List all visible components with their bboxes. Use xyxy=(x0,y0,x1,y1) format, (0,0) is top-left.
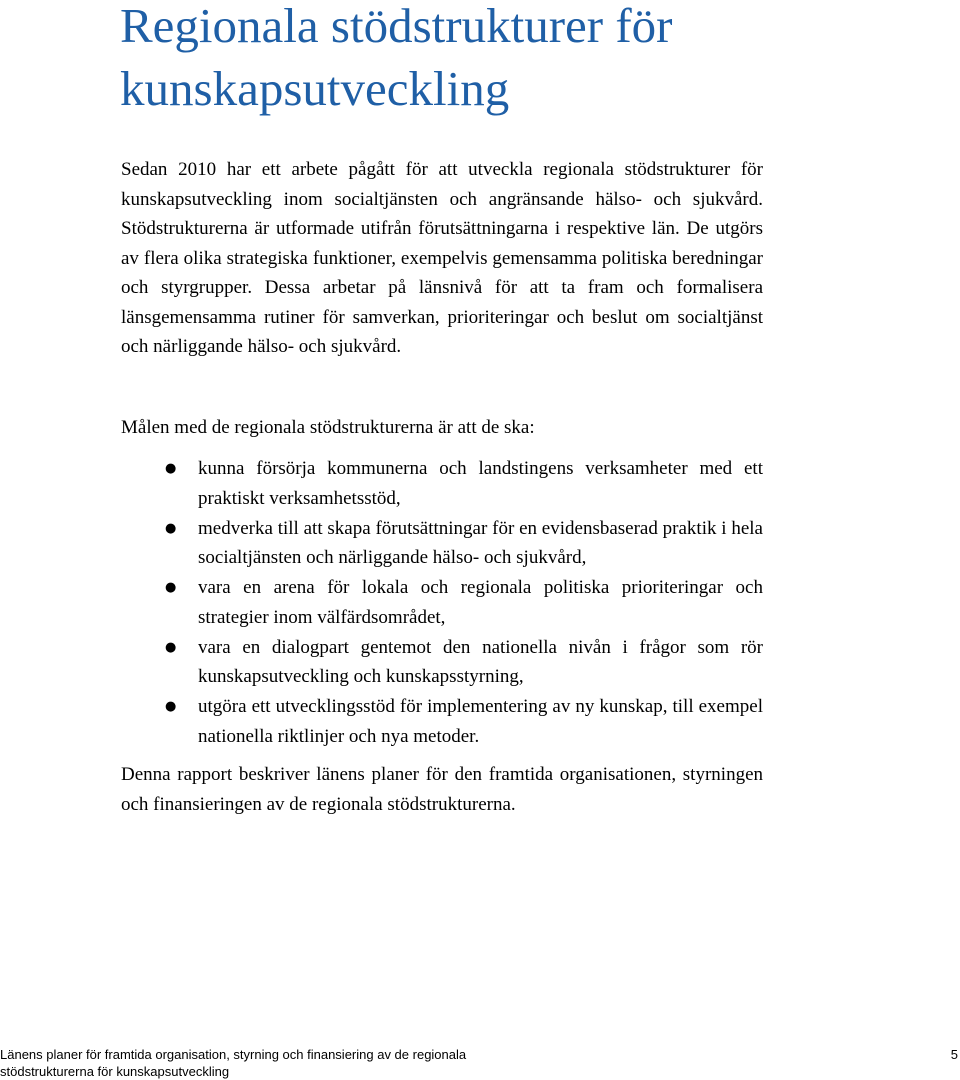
bullet-icon: ● xyxy=(165,699,177,714)
page-title: Regionala stödstrukturer för kunskapsutveckling xyxy=(120,0,673,116)
goal-list-item xyxy=(121,514,763,573)
goal-text: vara en dialogpart gentemot den nationella nivån i frågor som rör kunskapsutveckling och kunskapsstyrning, xyxy=(198,636,763,687)
goal-list-item xyxy=(121,633,763,692)
goal-list-item xyxy=(121,692,763,751)
bullet-icon: ● xyxy=(165,580,177,595)
goal-text: medverka till att skapa förutsättningar för en evidensbaserad praktik i hela socialtjänsten och närliggande hälso- och sjukvård, xyxy=(198,517,763,568)
closing-paragraph: Denna rapport beskriver länens planer för den framtida organisationen, styrningen och finansieringen av de regionala stödstrukturerna. xyxy=(121,764,763,815)
page-number: 5 xyxy=(950,1047,958,1062)
goal-text: vara en arena för lokala och regionala politiska prioriteringar och strategier inom välfärdsområdet, xyxy=(198,577,763,628)
goal-text: utgöra ett utvecklingsstöd för implementering av ny kunskap, till exempel nationella riktlinjer och nya metoder. xyxy=(198,696,763,747)
bullet-icon: ● xyxy=(165,639,177,655)
goal-text: kunna försörja kommunerna och landstingens verksamheter med ett praktiskt verksamhetsstöd, xyxy=(198,458,763,509)
goal-list-item xyxy=(121,454,763,513)
goals-intro-paragraph: Målen med de regionala stödstrukturerna är att de ska: xyxy=(121,417,535,438)
goals-list xyxy=(121,454,763,752)
bullet-icon: ● xyxy=(165,520,177,536)
intro-paragraph: Sedan 2010 har ett arbete pågått för att utveckla regionala stödstrukturer för kunskapsutveckling inom socialtjänsten och angränsande hälso- och sjukvård. Stödstrukturerna är utformade utifrån förutsättningarna i respektive län. De utgörs av flera olika strategiska funktioner, exempelvis gemensamma politiska beredningar och styrgrupper. Dessa arbetar på länsnivå för att ta fram och formalisera länsgemensamma rutiner för samverkan, prioriteringar och beslut om socialtjänst och närliggande hälso- och sjukvård. xyxy=(121,159,763,357)
bullet-icon: ● xyxy=(165,461,177,476)
footer-document-title: Länens planer för framtida organisation, styrning och finansiering av de regionala stödstrukturerna för kunskapsutveckling xyxy=(0,1047,467,1079)
goal-list-item xyxy=(121,573,763,632)
